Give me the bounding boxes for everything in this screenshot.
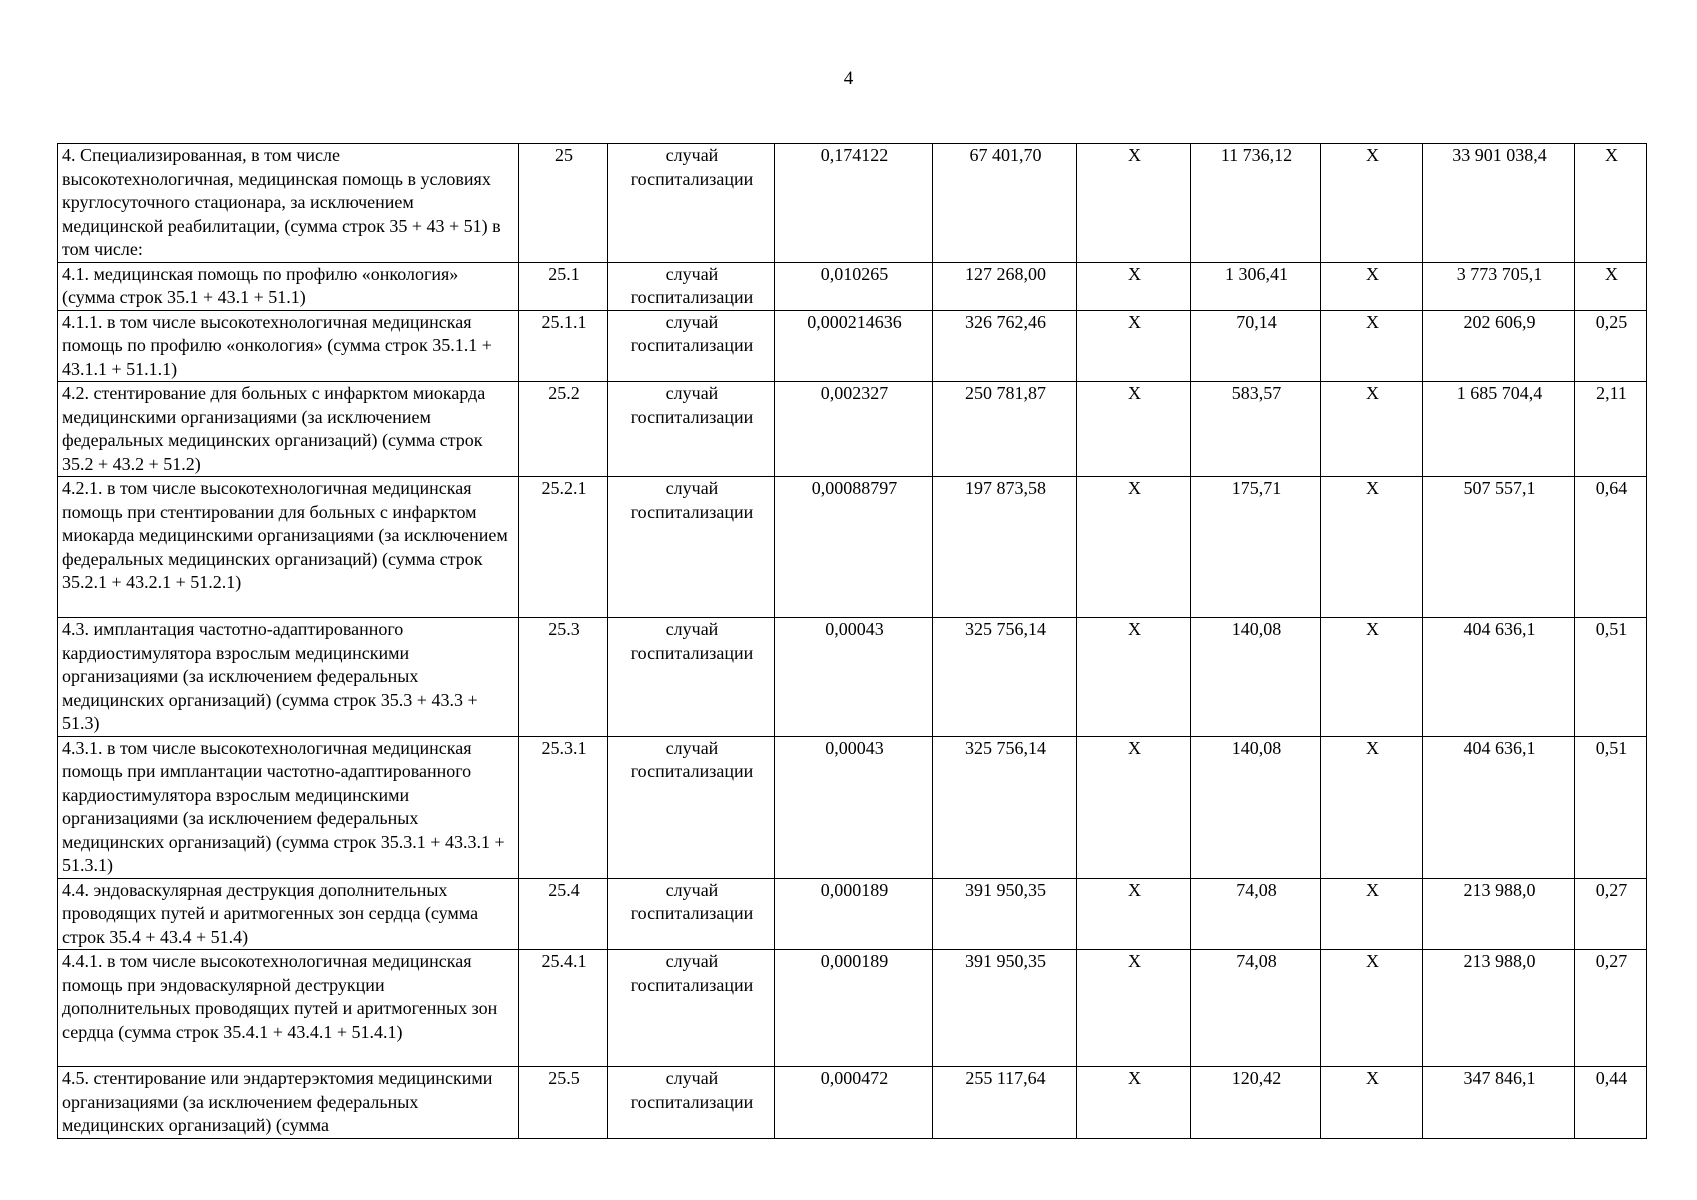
row-x-cell: X (1077, 736, 1191, 878)
table-row (58, 736, 1647, 878)
row-name-cell: 4.5. стентирование или эндартерэктомия медицинскими организациями (за исключением федеральных медицинских организаций) (сумма (58, 1067, 519, 1139)
row-name-cell: 4.4.1. в том числе высокотехнологичная медицинская помощь при эндоваскулярной деструкции дополнительных проводящих путей и аритмогенных зон сердца (сумма строк 35.4.1 + 43.4.1 + 51.4.1) (58, 950, 519, 1067)
row-total-cell: 213 988,0 (1423, 950, 1575, 1067)
row-x-cell: X (1321, 262, 1423, 310)
table-row (58, 878, 1647, 950)
row-cost-cell: 67 401,70 (933, 144, 1077, 263)
row-line-number-cell: 25.5 (519, 1067, 608, 1139)
row-unit-cell: случай госпитализации (608, 477, 775, 618)
table-row (58, 1067, 1647, 1139)
page-number: 4 (843, 68, 854, 89)
row-per-capita-cell: 74,08 (1191, 950, 1321, 1067)
row-total-cell: 507 557,1 (1423, 477, 1575, 618)
table-row (58, 950, 1647, 1067)
table-row (58, 310, 1647, 382)
row-unit-cell: случай госпитализации (608, 262, 775, 310)
row-line-number-cell: 25.4 (519, 878, 608, 950)
table-row (58, 618, 1647, 737)
row-name-cell: 4.2.1. в том числе высокотехнологичная медицинская помощь при стентировании для больных с инфарктом миокарда медицинскими организациями (за исключением федеральных медицинских организаций) (сумма строк 35.2.1 + 43.2.1 + 51.2.1) (58, 477, 519, 618)
row-unit-cell: случай госпитализации (608, 382, 775, 477)
row-volume-cell: 0,002327 (775, 382, 933, 477)
row-cost-cell: 255 117,64 (933, 1067, 1077, 1139)
row-per-capita-cell: 70,14 (1191, 310, 1321, 382)
row-x-cell: X (1077, 382, 1191, 477)
row-per-capita-cell: 140,08 (1191, 736, 1321, 878)
row-name-cell: 4.2. стентирование для больных с инфарктом миокарда медицинскими организациями (за исключением федеральных медицинских организаций) (сумма строк 35.2 + 43.2 + 51.2) (58, 382, 519, 477)
row-name-cell: 4.4. эндоваскулярная деструкция дополнительных проводящих путей и аритмогенных зон сердца (сумма строк 35.4 + 43.4 + 51.4) (58, 878, 519, 950)
row-x-cell: X (1077, 618, 1191, 737)
row-cost-cell: 250 781,87 (933, 382, 1077, 477)
row-share-cell: 0,51 (1575, 618, 1647, 737)
row-total-cell: 404 636,1 (1423, 736, 1575, 878)
row-unit-cell: случай госпитализации (608, 950, 775, 1067)
table-row (58, 477, 1647, 618)
row-share-cell: 0,27 (1575, 950, 1647, 1067)
table-body (58, 144, 1647, 1139)
row-volume-cell: 0,000189 (775, 878, 933, 950)
row-volume-cell: 0,000472 (775, 1067, 933, 1139)
row-x-cell: X (1077, 950, 1191, 1067)
row-total-cell: 33 901 038,4 (1423, 144, 1575, 263)
row-x-cell: X (1077, 878, 1191, 950)
row-x-cell: X (1077, 262, 1191, 310)
row-per-capita-cell: 120,42 (1191, 1067, 1321, 1139)
row-total-cell: 1 685 704,4 (1423, 382, 1575, 477)
row-x-cell: X (1321, 1067, 1423, 1139)
row-volume-cell: 0,000214636 (775, 310, 933, 382)
row-x-cell: X (1321, 736, 1423, 878)
row-per-capita-cell: 175,71 (1191, 477, 1321, 618)
row-share-cell: X (1575, 144, 1647, 263)
row-line-number-cell: 25.1.1 (519, 310, 608, 382)
row-x-cell: X (1321, 878, 1423, 950)
row-line-number-cell: 25.1 (519, 262, 608, 310)
row-name-cell: 4.1. медицинская помощь по профилю «онкология» (сумма строк 35.1 + 43.1 + 51.1) (58, 262, 519, 310)
row-unit-cell: случай госпитализации (608, 736, 775, 878)
row-line-number-cell: 25.4.1 (519, 950, 608, 1067)
row-per-capita-cell: 1 306,41 (1191, 262, 1321, 310)
row-volume-cell: 0,00043 (775, 618, 933, 737)
row-share-cell: 0,27 (1575, 878, 1647, 950)
row-total-cell: 202 606,9 (1423, 310, 1575, 382)
row-per-capita-cell: 583,57 (1191, 382, 1321, 477)
row-unit-cell: случай госпитализации (608, 144, 775, 263)
volume-cost-table (57, 143, 1647, 1139)
row-total-cell: 213 988,0 (1423, 878, 1575, 950)
row-share-cell: 0,25 (1575, 310, 1647, 382)
row-line-number-cell: 25.3.1 (519, 736, 608, 878)
row-name-cell: 4.3. имплантация частотно-адаптированного кардиостимулятора взрослым медицинскими организациями (за исключением федеральных медицинских организаций) (сумма строк 35.3 + 43.3 + 51.3) (58, 618, 519, 737)
table-row (58, 382, 1647, 477)
row-volume-cell: 0,00043 (775, 736, 933, 878)
row-cost-cell: 197 873,58 (933, 477, 1077, 618)
row-cost-cell: 391 950,35 (933, 878, 1077, 950)
row-x-cell: X (1321, 144, 1423, 263)
row-line-number-cell: 25.2 (519, 382, 608, 477)
row-volume-cell: 0,010265 (775, 262, 933, 310)
row-x-cell: X (1321, 382, 1423, 477)
row-x-cell: X (1077, 310, 1191, 382)
row-unit-cell: случай госпитализации (608, 1067, 775, 1139)
table-row (58, 262, 1647, 310)
row-share-cell: 0,44 (1575, 1067, 1647, 1139)
row-volume-cell: 0,00088797 (775, 477, 933, 618)
row-line-number-cell: 25.3 (519, 618, 608, 737)
row-total-cell: 404 636,1 (1423, 618, 1575, 737)
row-name-cell: 4.1.1. в том числе высокотехнологичная медицинская помощь по профилю «онкология» (сумма строк 35.1.1 + 43.1.1 + 51.1.1) (58, 310, 519, 382)
row-volume-cell: 0,174122 (775, 144, 933, 263)
row-line-number-cell: 25 (519, 144, 608, 263)
row-total-cell: 3 773 705,1 (1423, 262, 1575, 310)
row-x-cell: X (1321, 310, 1423, 382)
row-share-cell: X (1575, 262, 1647, 310)
row-per-capita-cell: 11 736,12 (1191, 144, 1321, 263)
row-cost-cell: 127 268,00 (933, 262, 1077, 310)
row-cost-cell: 391 950,35 (933, 950, 1077, 1067)
row-x-cell: X (1321, 950, 1423, 1067)
row-per-capita-cell: 140,08 (1191, 618, 1321, 737)
row-share-cell: 0,51 (1575, 736, 1647, 878)
row-unit-cell: случай госпитализации (608, 618, 775, 737)
row-total-cell: 347 846,1 (1423, 1067, 1575, 1139)
row-line-number-cell: 25.2.1 (519, 477, 608, 618)
table-row (58, 144, 1647, 263)
row-share-cell: 2,11 (1575, 382, 1647, 477)
row-name-cell: 4.3.1. в том числе высокотехнологичная медицинская помощь при имплантации частотно-адаптированного кардиостимулятора взрослым медицинскими организациями (за исключением федеральных медицинских организаций) (сумма строк 35.3.1 + 43.3.1 + 51.3.1) (58, 736, 519, 878)
row-x-cell: X (1321, 477, 1423, 618)
row-x-cell: X (1077, 144, 1191, 263)
row-x-cell: X (1077, 477, 1191, 618)
row-cost-cell: 325 756,14 (933, 618, 1077, 737)
row-x-cell: X (1321, 618, 1423, 737)
row-cost-cell: 326 762,46 (933, 310, 1077, 382)
row-share-cell: 0,64 (1575, 477, 1647, 618)
row-unit-cell: случай госпитализации (608, 878, 775, 950)
row-per-capita-cell: 74,08 (1191, 878, 1321, 950)
row-volume-cell: 0,000189 (775, 950, 933, 1067)
row-name-cell: 4. Специализированная, в том числе высокотехнологичная, медицинская помощь в условиях круглосуточного стационара, за исключением медицинской реабилитации, (сумма строк 35 + 43 + 51) в том числе: (58, 144, 519, 263)
row-cost-cell: 325 756,14 (933, 736, 1077, 878)
row-unit-cell: случай госпитализации (608, 310, 775, 382)
row-x-cell: X (1077, 1067, 1191, 1139)
